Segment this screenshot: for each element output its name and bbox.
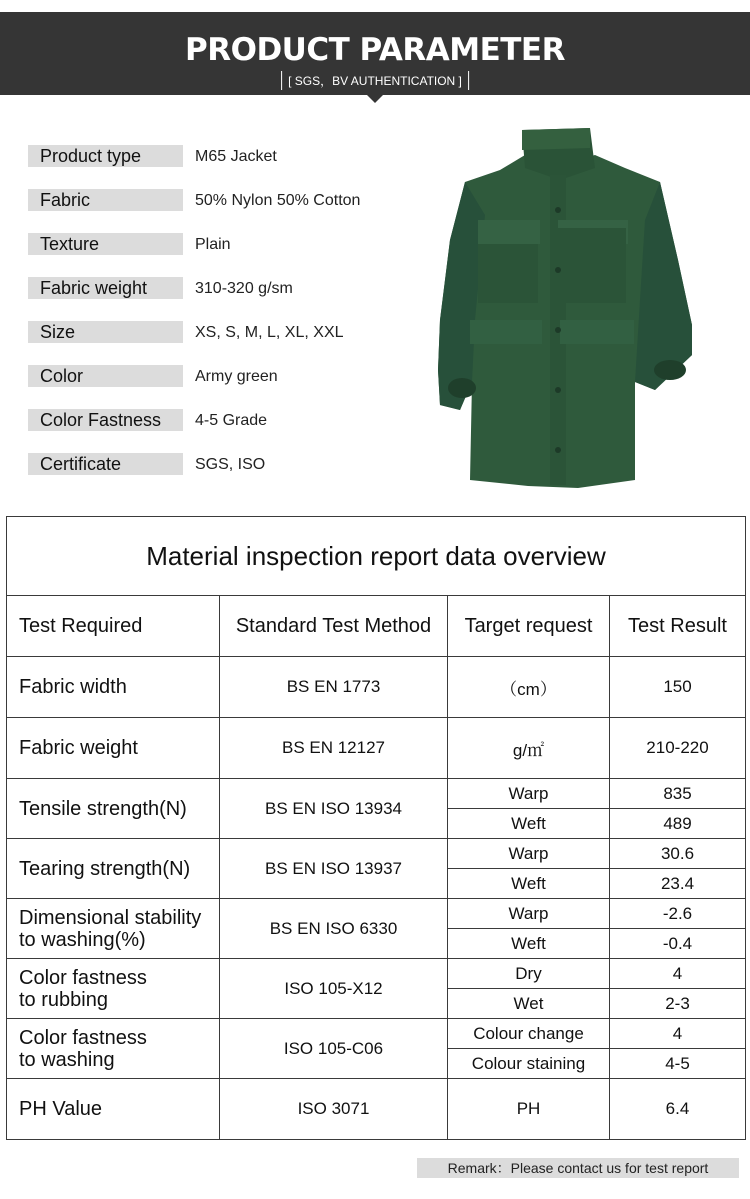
target-request: PH <box>448 1079 610 1140</box>
table-row <box>7 718 746 779</box>
test-name-line: Color fastness <box>19 1026 147 1049</box>
param-label: Color <box>28 365 183 387</box>
param-label: Size <box>28 321 183 343</box>
test-method: ISO 3071 <box>220 1079 448 1140</box>
report-title: Material inspection report data overview <box>7 517 746 596</box>
test-result: 30.6 <box>610 839 746 869</box>
test-name <box>7 1019 220 1079</box>
test-name <box>7 959 220 1019</box>
test-name: Tensile strength(N) <box>7 779 220 839</box>
test-result: -0.4 <box>610 929 746 959</box>
test-name-line: Dimensional stability <box>19 906 202 929</box>
param-label: Color Fastness <box>28 409 183 431</box>
test-result: 489 <box>610 809 746 839</box>
test-name: PH Value <box>7 1079 220 1140</box>
test-name-line: Color fastness <box>19 966 147 989</box>
test-result: 23.4 <box>610 869 746 899</box>
test-result: -2.6 <box>610 899 746 929</box>
banner-pointer <box>366 94 384 103</box>
param-row <box>28 189 448 211</box>
remark-note: Remark：Please contact us for test report <box>417 1158 739 1178</box>
header-banner <box>0 12 750 95</box>
test-result: 6.4 <box>610 1079 746 1140</box>
table-row <box>7 1019 746 1049</box>
test-method: ISO 105-X12 <box>220 959 448 1019</box>
test-method: BS EN ISO 6330 <box>220 899 448 959</box>
table-row <box>7 959 746 989</box>
target-request: Warp <box>448 839 610 869</box>
test-result: 4 <box>610 1019 746 1049</box>
column-header: Standard Test Method <box>220 596 448 657</box>
target-request: Wet <box>448 989 610 1019</box>
test-result: 4 <box>610 959 746 989</box>
column-header: Test Required <box>7 596 220 657</box>
test-method: ISO 105-C06 <box>220 1019 448 1079</box>
inspection-report-table <box>6 516 746 1140</box>
page-subtitle: [ SGS，BV AUTHENTICATION ] <box>281 71 469 90</box>
target-request: g/㎡ <box>448 718 610 779</box>
param-value: XS, S, M, L, XL, XXL <box>195 324 344 341</box>
target-request: Dry <box>448 959 610 989</box>
param-row <box>28 277 448 299</box>
page-title: PRODUCT PARAMETER <box>185 32 565 68</box>
test-name: Tearing strength(N) <box>7 839 220 899</box>
test-method: BS EN ISO 13937 <box>220 839 448 899</box>
target-request: Weft <box>448 929 610 959</box>
table-row <box>7 899 746 929</box>
param-label: Fabric weight <box>28 277 183 299</box>
test-result: 835 <box>610 779 746 809</box>
target-request: Weft <box>448 809 610 839</box>
target-request: （cm） <box>448 657 610 718</box>
param-label: Texture <box>28 233 183 255</box>
param-value: 310-320 g/sm <box>195 280 293 297</box>
param-row <box>28 233 448 255</box>
test-result: 4-5 <box>610 1049 746 1079</box>
column-header: Test Result <box>610 596 746 657</box>
table-row <box>7 779 746 809</box>
param-row <box>28 365 448 387</box>
table-row <box>7 839 746 869</box>
target-request: Warp <box>448 779 610 809</box>
test-result: 2-3 <box>610 989 746 1019</box>
table-row <box>7 657 746 718</box>
test-method: BS EN 12127 <box>220 718 448 779</box>
column-header: Target request <box>448 596 610 657</box>
table-row <box>7 1079 746 1140</box>
test-result: 210-220 <box>610 718 746 779</box>
test-method: BS EN ISO 13934 <box>220 779 448 839</box>
param-row <box>28 321 448 343</box>
test-name-line: to washing <box>19 1048 115 1071</box>
param-value: 4-5 Grade <box>195 412 268 429</box>
test-name <box>7 899 220 959</box>
param-value: SGS, ISO <box>195 456 266 473</box>
param-label: Product type <box>28 145 183 167</box>
param-label: Fabric <box>28 189 183 211</box>
test-result: 150 <box>610 657 746 718</box>
param-row <box>28 453 448 475</box>
target-request: Colour change <box>448 1019 610 1049</box>
test-name-line: to rubbing <box>19 988 108 1011</box>
target-request: Warp <box>448 899 610 929</box>
test-name-line: to washing(%) <box>19 928 146 951</box>
param-value: M65 Jacket <box>195 148 277 165</box>
param-value: 50% Nylon 50% Cotton <box>195 192 361 209</box>
test-method: BS EN 1773 <box>220 657 448 718</box>
target-request: Colour staining <box>448 1049 610 1079</box>
target-request: Weft <box>448 869 610 899</box>
param-value: Army green <box>195 368 278 385</box>
param-row <box>28 145 448 167</box>
test-name: Fabric width <box>7 657 220 718</box>
param-label: Certificate <box>28 453 183 475</box>
jacket-image <box>430 120 700 492</box>
param-row <box>28 409 448 431</box>
test-name: Fabric weight <box>7 718 220 779</box>
param-value: Plain <box>195 236 231 253</box>
